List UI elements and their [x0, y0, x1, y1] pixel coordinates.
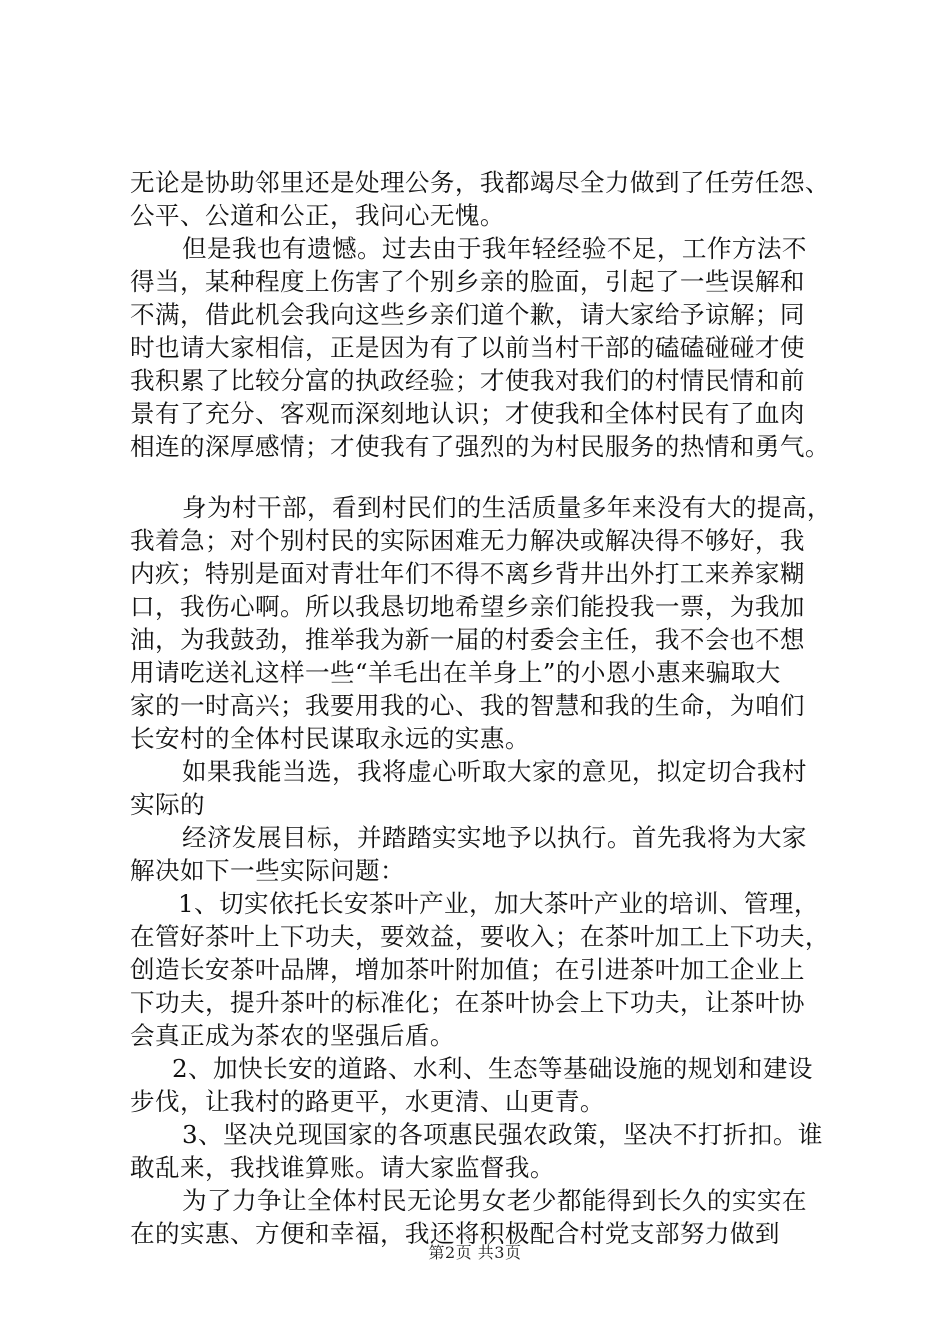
text-line: 油，为我鼓劲，推举我为新一届的村委会主任，我不会也不想	[130, 625, 805, 654]
paragraph-gap	[130, 463, 850, 491]
text-line: 公平、公道和公正，我问心无愧。	[130, 201, 505, 230]
text-line: 经济发展目标，并踏踏实实地予以执行。首先我将为大家	[182, 823, 807, 852]
text-line: 在的实惠、方便和幸福，我还将积极配合村党支部努力做到	[130, 1219, 780, 1248]
text-line: 我着急；对个别村民的实际困难无力解决或解决得不够好，我	[130, 526, 805, 555]
text-line: 会真正成为茶农的坚强后盾。	[130, 1021, 455, 1050]
text-line: 时也请大家相信，正是因为有了以前当村干部的磕磕碰碰才使	[130, 333, 805, 362]
text-line: 得当，某种程度上伤害了个别乡亲的脸面，引起了一些误解和	[130, 267, 805, 296]
text-line: 内疚；特别是面对青壮年们不得不离乡背井出外打工来养家糊	[130, 559, 805, 588]
text-line: 身为村干部，看到村民们的生活质量多年来没有大的提高，	[182, 493, 832, 522]
body-text	[130, 166, 850, 1250]
text-line: 1、切实依托长安茶叶产业，加大茶叶产业的培训、管理，	[178, 889, 819, 918]
page-number-footer: 第2页 共3页	[428, 1243, 522, 1262]
text-line: 下功夫，提升茶叶的标准化；在茶叶协会上下功夫，让茶叶协	[130, 988, 805, 1017]
text-line: 在管好茶叶上下功夫，要效益，要收入；在茶叶加工上下功夫，	[130, 922, 830, 951]
text-line: 但是我也有遗憾。过去由于我年轻经验不足，工作方法不	[182, 234, 807, 263]
text-line: 步伐，让我村的路更平，水更清、山更青。	[130, 1087, 605, 1116]
text-line: 不满，借此机会我向这些乡亲们道个歉，请大家给予谅解；同	[130, 300, 805, 329]
text-line: 如果我能当选，我将虚心听取大家的意见，拟定切合我村	[182, 757, 807, 786]
text-line: 长安村的全体村民谋取永远的实惠。	[130, 724, 530, 753]
text-line: 我积累了比较分富的执政经验；才使我对我们的村情民情和前	[130, 366, 805, 395]
text-line: 敢乱来，我找谁算账。请大家监督我。	[130, 1153, 555, 1182]
text-line: 创造长安茶叶品牌，增加茶叶附加值；在引进茶叶加工企业上	[130, 955, 805, 984]
text-line: 景有了充分、客观而深刻地认识；才使我和全体村民有了血肉	[130, 399, 805, 428]
text-line: 口，我伤心啊。所以我恳切地希望乡亲们能投我一票，为我加	[130, 592, 805, 621]
text-line: 解决如下一些实际问题：	[130, 856, 405, 885]
text-line: 用请吃送礼这样一些“羊毛出在羊身上”的小恩小惠来骗取大	[130, 658, 781, 687]
text-line: 为了力争让全体村民无论男女老少都能得到长久的实实在	[182, 1186, 807, 1215]
text-line: 2、加快长安的道路、水利、生态等基础设施的规划和建设	[172, 1054, 813, 1083]
text-line: 3、坚决兑现国家的各项惠民强农政策，坚决不打折扣。谁	[182, 1120, 823, 1149]
text-line: 相连的深厚感情；才使我有了强烈的为村民服务的热情和勇气。	[130, 432, 830, 461]
text-line: 家的一时高兴；我要用我的心、我的智慧和我的生命，为咱们	[130, 691, 805, 720]
text-line: 无论是协助邻里还是处理公务，我都竭尽全力做到了任劳任怨、	[130, 168, 830, 197]
text-line: 实际的	[130, 790, 205, 819]
